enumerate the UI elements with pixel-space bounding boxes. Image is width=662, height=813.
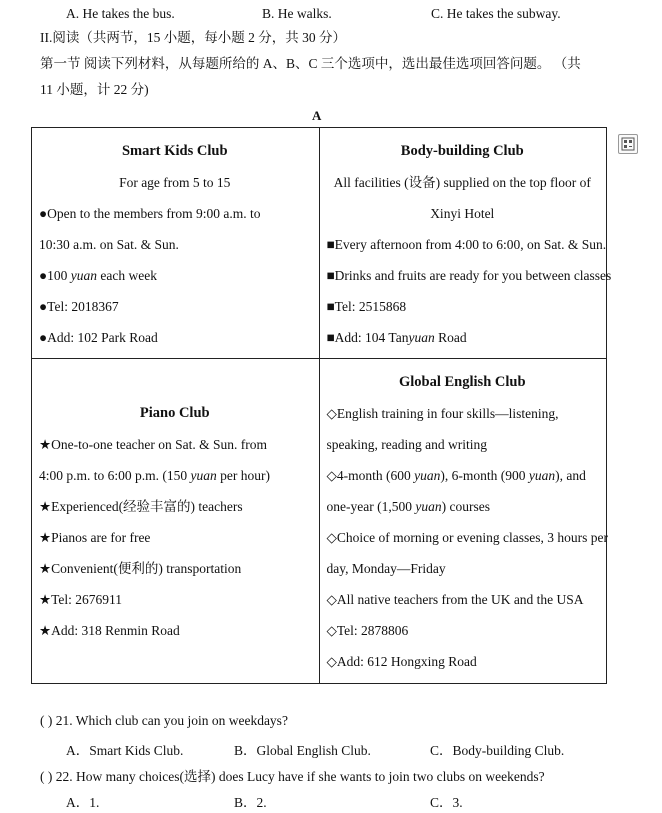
club-line: ◇All native teachers from the UK and the USA (326, 592, 584, 607)
question-22-option-c[interactable]: C．3. (430, 795, 463, 810)
question-22-stem: ( ) 22. How many choices(选择) does Lucy have if she wants to join two clubs on weekends? (40, 769, 545, 784)
option-c: C. He takes the subway. (431, 6, 561, 21)
club-title: Global English Club (398, 374, 526, 390)
question-21-stem: ( ) 21. Which club can you join on weekdays? (40, 713, 288, 728)
club-line: ■Tel: 2515868 (326, 299, 407, 314)
club-line: 4:00 p.m. to 6:00 p.m. (150 yuan per hour) (39, 468, 270, 483)
club-line: 10:30 a.m. on Sat. & Sun. (39, 237, 179, 252)
club-line: ◇Choice of morning or evening classes, 3 hours per (326, 530, 608, 545)
club-line: ■Drinks and fruits are ready for you between classes (326, 268, 612, 283)
club-line: Xinyi Hotel (430, 206, 495, 221)
question-21-option-a[interactable]: A．Smart Kids Club. (66, 743, 184, 758)
option-b: B. He walks. (262, 6, 332, 21)
club-line: All facilities (设备) supplied on the top floor of (333, 175, 591, 190)
club-line: ◇4-month (600 yuan), 6-month (900 yuan), and (326, 468, 586, 483)
section-instruction: 第一节 阅读下列材料，从每题所给的 A、B、C 三个选项中，选出最佳选项回答问题。 （共 (40, 56, 581, 71)
passage-label: A (312, 108, 322, 123)
club-line: one-year (1,500 yuan) courses (326, 499, 490, 514)
club-line: ★Tel: 2676911 (39, 592, 123, 607)
club-line: ●Add: 102 Park Road (39, 330, 158, 345)
club-line: ★Experienced(经验丰富的) teachers (39, 499, 243, 514)
club-line: day, Monday—Friday (326, 561, 446, 576)
club-line: speaking, reading and writing (326, 437, 487, 452)
club-title: Smart Kids Club (121, 143, 228, 159)
smart-kids-club-cell (32, 128, 320, 359)
club-line: ◇English training in four skills—listening, (326, 406, 559, 421)
club-line: ■Every afternoon from 4:00 to 6:00, on Sat. & Sun. (326, 237, 607, 252)
club-title: Body-building Club (400, 143, 524, 159)
section-instruction-cont: 11 小题，计 22 分) (40, 82, 149, 97)
club-line: ★Pianos are for free (39, 530, 151, 545)
club-line: ●Tel: 2018367 (39, 299, 119, 314)
clubs-table (31, 127, 612, 684)
club-line: ◇Tel: 2878806 (326, 623, 409, 638)
body-building-club-cell (319, 128, 612, 359)
question-21-option-c[interactable]: C．Body-building Club. (430, 743, 565, 758)
question-21-option-b[interactable]: B．Global English Club. (234, 743, 371, 758)
club-line: ★Convenient(便利的) transportation (39, 561, 242, 576)
club-line: ★One-to-one teacher on Sat. & Sun. from (39, 437, 268, 452)
global-english-club-cell (319, 359, 607, 684)
club-line: ◇Add: 612 Hongxing Road (326, 654, 477, 669)
club-line: ●Open to the members from 9:00 a.m. to (39, 206, 261, 221)
option-a: A. He takes the bus. (66, 6, 175, 21)
qr-scan-icon[interactable] (618, 134, 638, 154)
question-22-option-a[interactable]: A．1. (66, 795, 100, 810)
section-heading: II.阅读（共两节，15 小题，每小题 2 分，共 30 分） (40, 30, 346, 45)
club-line: ■Add: 104 Tanyuan Road (326, 330, 467, 345)
club-line: ●100 yuan each week (39, 268, 157, 283)
piano-club-cell (32, 359, 320, 684)
club-line: ★Add: 318 Renmin Road (39, 623, 180, 638)
club-line: For age from 5 to 15 (119, 175, 231, 190)
question-22-option-b[interactable]: B．2. (234, 795, 267, 810)
club-title: Piano Club (139, 405, 210, 421)
